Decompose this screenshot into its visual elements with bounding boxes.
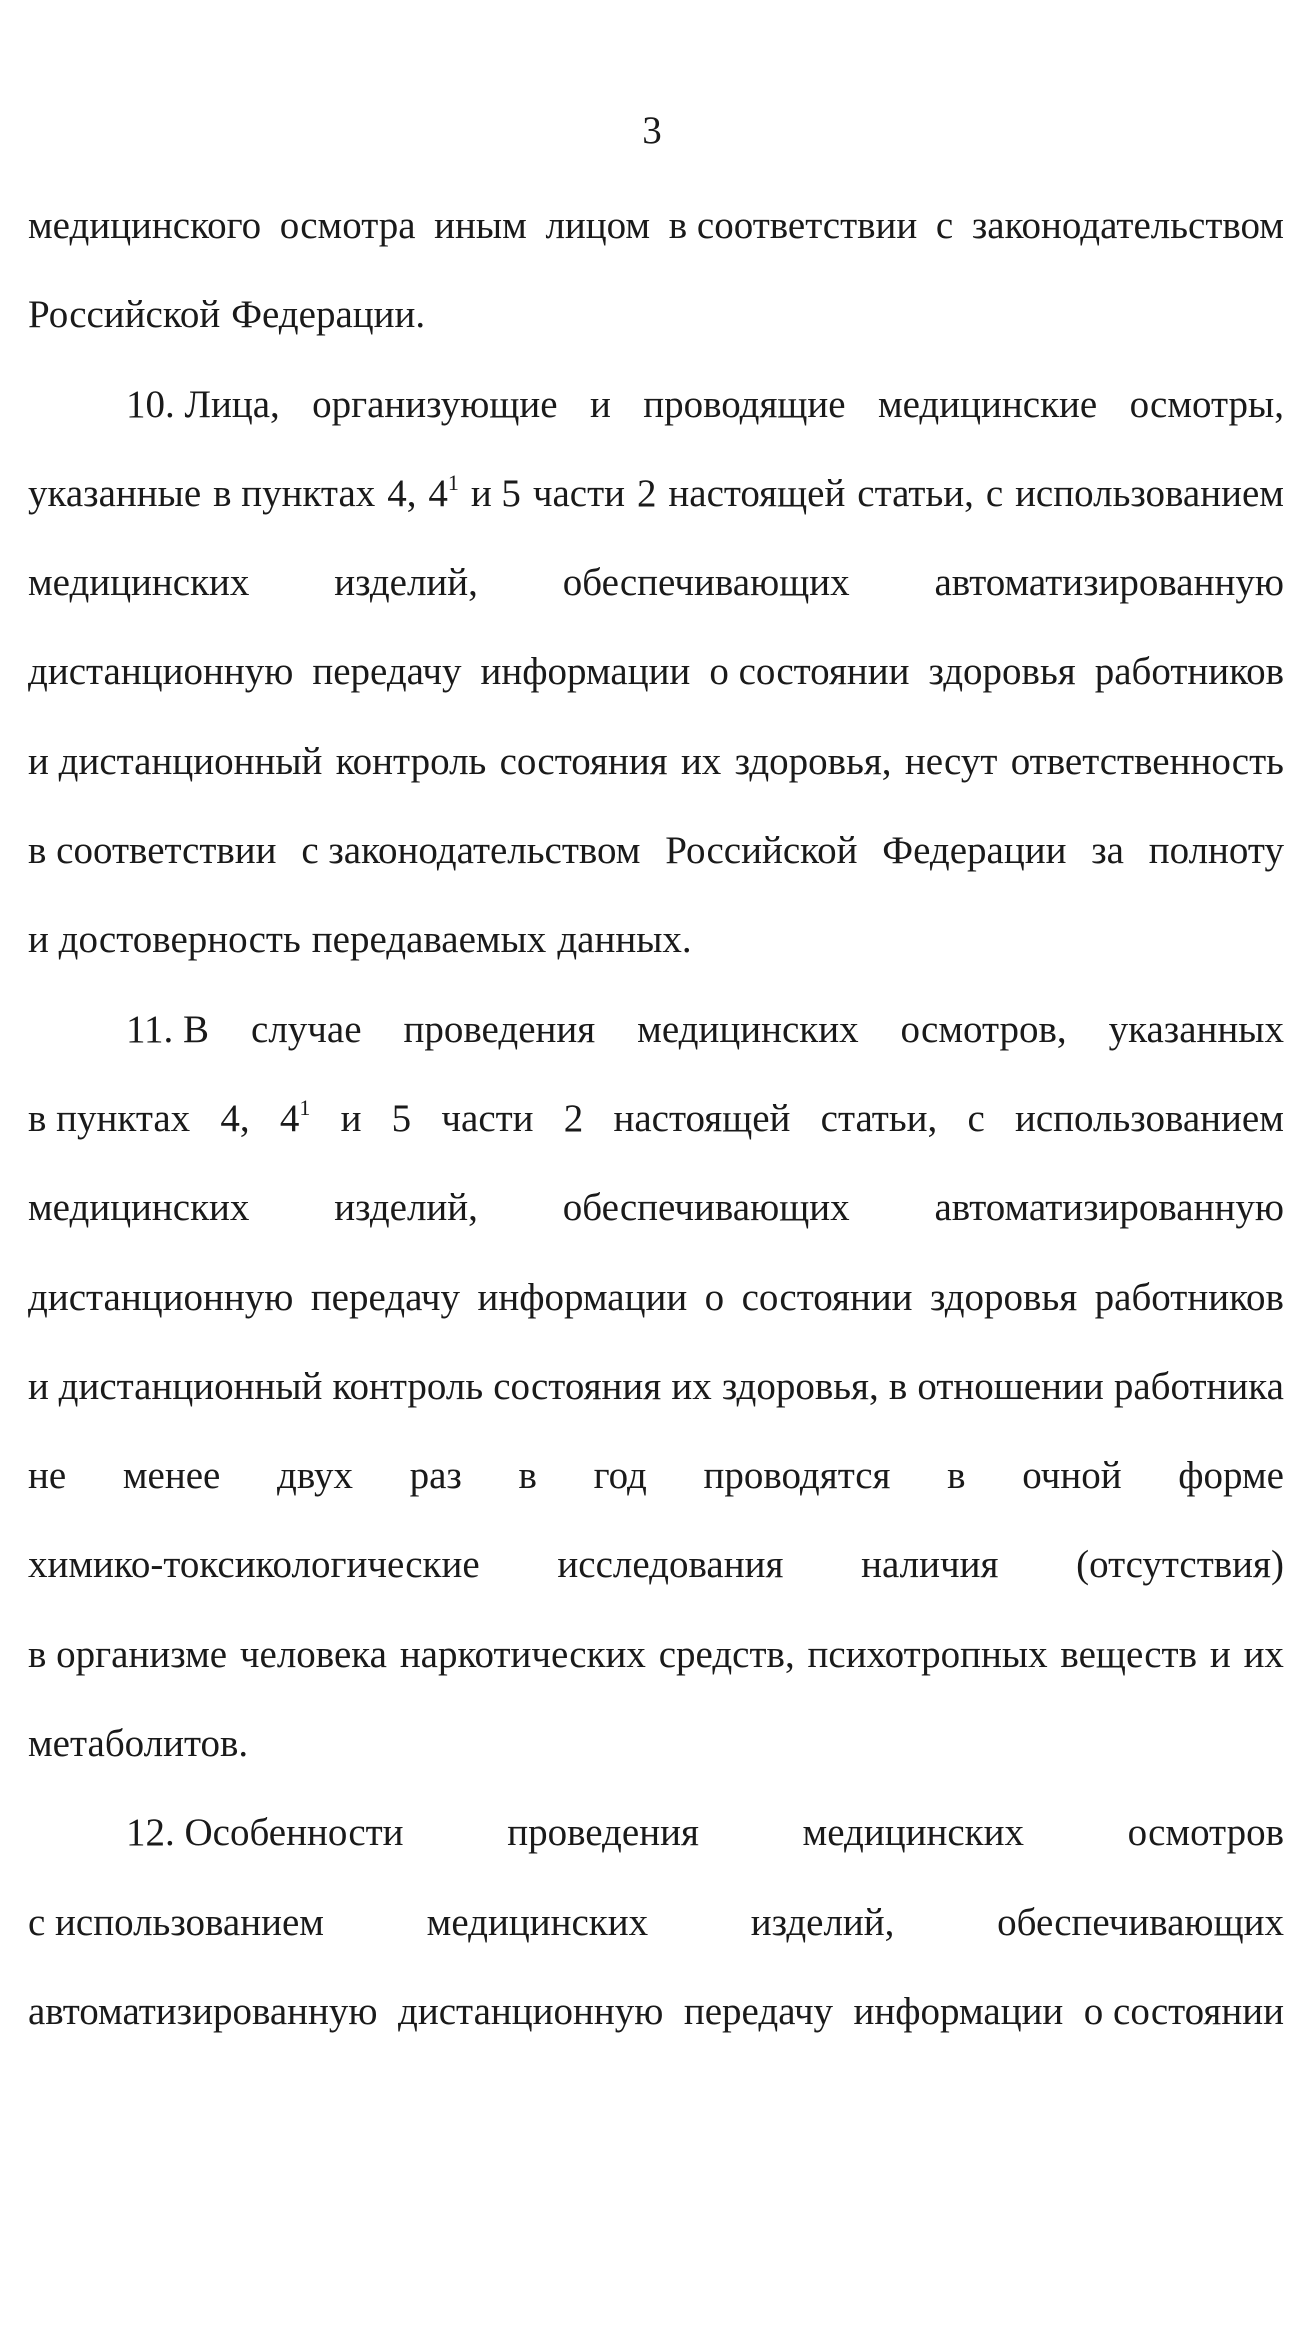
word: Российской xyxy=(665,829,858,873)
word: обеспечивающих xyxy=(997,1900,1284,1944)
word: в соответствии xyxy=(668,204,918,247)
word: указанные xyxy=(28,471,202,515)
word: работника xyxy=(1113,1364,1284,1408)
word: случае xyxy=(251,1007,362,1051)
word: за xyxy=(1091,829,1124,873)
word: полноту xyxy=(1148,829,1284,873)
word: указанных xyxy=(1108,1007,1284,1051)
text-line xyxy=(28,464,1284,553)
word: использованием xyxy=(1014,1096,1284,1140)
word: проведения xyxy=(403,1007,596,1051)
word: о состоянии xyxy=(709,650,910,694)
body-text xyxy=(28,196,1284,2071)
word: наличия xyxy=(861,1543,999,1587)
text-line xyxy=(28,821,1284,910)
word: их xyxy=(671,1364,712,1408)
word: здоровья, xyxy=(734,739,892,783)
word: в соответствии xyxy=(28,829,277,873)
text-line xyxy=(28,1625,1284,1714)
word: и xyxy=(1209,1632,1231,1676)
word: автоматизированную xyxy=(28,1989,378,2033)
word: в xyxy=(888,1364,908,1408)
word: с использованием xyxy=(28,1900,324,1944)
word: менее xyxy=(122,1454,221,1498)
text-line xyxy=(28,1893,1284,1982)
word: с xyxy=(935,204,954,247)
word: медицинских xyxy=(637,1007,859,1051)
word: передаваемых xyxy=(311,918,547,962)
word: проведения xyxy=(507,1811,699,1855)
word: медицинских xyxy=(28,561,250,605)
word: Федерации. xyxy=(231,293,426,337)
text-line xyxy=(28,196,1284,285)
word: двух xyxy=(277,1454,353,1498)
text-line xyxy=(28,553,1284,642)
word: 10. Лица, xyxy=(126,382,280,426)
word: в пунктах xyxy=(28,1096,191,1140)
word: информации xyxy=(477,1275,688,1319)
word: работников xyxy=(1094,650,1284,694)
page-number: 3 xyxy=(642,109,662,152)
text-line xyxy=(28,642,1284,731)
word: использованием xyxy=(1015,471,1284,515)
word: дистанционную xyxy=(28,650,294,694)
word: осмотров, xyxy=(900,1007,1067,1051)
word: части xyxy=(532,471,626,515)
word: не xyxy=(28,1454,67,1498)
word: метаболитов. xyxy=(28,1722,249,1766)
word: передачу xyxy=(312,650,462,694)
text-line xyxy=(28,732,1284,821)
word: обеспечивающих xyxy=(562,1186,850,1230)
word: информации xyxy=(480,650,691,694)
word: осмотры, xyxy=(1129,382,1284,426)
word: и xyxy=(589,382,611,426)
text-line xyxy=(28,1446,1284,1535)
text-line xyxy=(28,1357,1284,1446)
word: в организме xyxy=(28,1632,228,1676)
word: здоровья xyxy=(928,650,1076,694)
word: проводятся xyxy=(703,1454,891,1498)
word: дистанционную xyxy=(28,1275,294,1319)
text-line xyxy=(28,1535,1284,1624)
word: здоровья xyxy=(930,1275,1078,1319)
text-line xyxy=(28,1089,1284,1178)
word: $4^1$ xyxy=(428,469,459,515)
word: статьи, xyxy=(857,471,974,515)
word: и достоверность xyxy=(28,918,301,962)
word: медицинского xyxy=(28,204,262,247)
text-line xyxy=(28,1982,1284,2071)
word: данных. xyxy=(557,918,692,962)
word: изделий, xyxy=(750,1900,895,1944)
word: и xyxy=(340,1096,362,1140)
word: организующие xyxy=(312,382,558,426)
word: несут xyxy=(904,739,998,783)
word: исследования xyxy=(557,1543,784,1587)
word: обеспечивающих xyxy=(562,561,850,605)
word: отношении xyxy=(917,1364,1104,1408)
word: о xyxy=(704,1275,725,1319)
word: и дистанционный xyxy=(28,739,323,783)
text-line xyxy=(28,375,1284,464)
word: 5 xyxy=(391,1096,412,1140)
word: год xyxy=(593,1454,647,1498)
word: с xyxy=(967,1096,985,1140)
word: статьи, xyxy=(820,1096,938,1140)
word: о состоянии xyxy=(1083,1989,1284,2033)
word: Российской xyxy=(28,293,221,337)
word: состояния xyxy=(499,739,668,783)
word: медицинских xyxy=(426,1900,649,1944)
word: автоматизированную xyxy=(934,561,1284,605)
word: в xyxy=(518,1454,537,1498)
word: информации xyxy=(853,1989,1064,2033)
word: в пунктах xyxy=(213,471,376,515)
superscript: 1 xyxy=(447,469,459,495)
word: веществ xyxy=(1060,1632,1197,1676)
word: настоящей xyxy=(613,1096,791,1140)
word: дистанционную xyxy=(398,1989,664,2033)
word: их xyxy=(680,739,722,783)
word: форме xyxy=(1178,1454,1284,1498)
word: в xyxy=(947,1454,966,1498)
word: изделий, xyxy=(334,561,478,605)
text-line xyxy=(28,910,1284,999)
word: химико-токсикологические xyxy=(28,1543,480,1587)
word: автоматизированную xyxy=(934,1186,1284,1230)
word: их xyxy=(1243,1632,1284,1676)
text-line xyxy=(28,285,1284,374)
word: с законодательством xyxy=(301,829,641,873)
word: законодательством xyxy=(971,204,1284,247)
word: 12. Особенности xyxy=(126,1811,404,1855)
word: раз xyxy=(409,1454,462,1498)
word: осмотров xyxy=(1127,1811,1284,1855)
word: части xyxy=(441,1096,534,1140)
word: передачу xyxy=(683,1989,834,2033)
word: состояния xyxy=(493,1364,662,1408)
word: медицинские xyxy=(877,382,1098,426)
word: 11. В xyxy=(126,1007,210,1051)
word: настоящей xyxy=(668,471,846,515)
word: работников xyxy=(1094,1275,1284,1319)
word: и 5 xyxy=(470,471,521,515)
word: изделий, xyxy=(334,1186,478,1230)
word: контроль xyxy=(332,1364,484,1408)
word: очной xyxy=(1022,1454,1122,1498)
word: лицом xyxy=(545,204,651,247)
word: психотропных xyxy=(807,1632,1048,1676)
word: медицинских xyxy=(802,1811,1024,1855)
text-line xyxy=(28,1000,1284,1089)
word: 4, xyxy=(387,471,417,515)
word: 2 xyxy=(636,471,657,515)
text-line xyxy=(28,1714,1284,1803)
word: состоянии xyxy=(741,1275,913,1319)
word: Федерации xyxy=(882,829,1067,873)
word: контроль xyxy=(335,739,487,783)
word: средств, xyxy=(658,1632,795,1676)
text-line xyxy=(28,1178,1284,1267)
word: ответственность xyxy=(1010,739,1284,783)
word: $4^1$ xyxy=(279,1094,311,1140)
word: и дистанционный xyxy=(28,1364,323,1408)
word: иным xyxy=(434,204,527,247)
word: осмотра xyxy=(279,204,416,247)
word: с xyxy=(985,471,1004,515)
text-line xyxy=(28,1268,1284,1357)
superscript: 1 xyxy=(299,1094,311,1120)
word: проводящие xyxy=(643,382,846,426)
word: передачу xyxy=(310,1275,460,1319)
word: 4, xyxy=(220,1096,250,1140)
word: наркотических xyxy=(399,1632,646,1676)
word: 2 xyxy=(563,1096,584,1140)
word: (отсутствия) xyxy=(1076,1543,1284,1587)
text-line xyxy=(28,1803,1284,1892)
word: человека xyxy=(239,1632,387,1676)
word: здоровья, xyxy=(721,1364,879,1408)
word: медицинских xyxy=(28,1186,250,1230)
